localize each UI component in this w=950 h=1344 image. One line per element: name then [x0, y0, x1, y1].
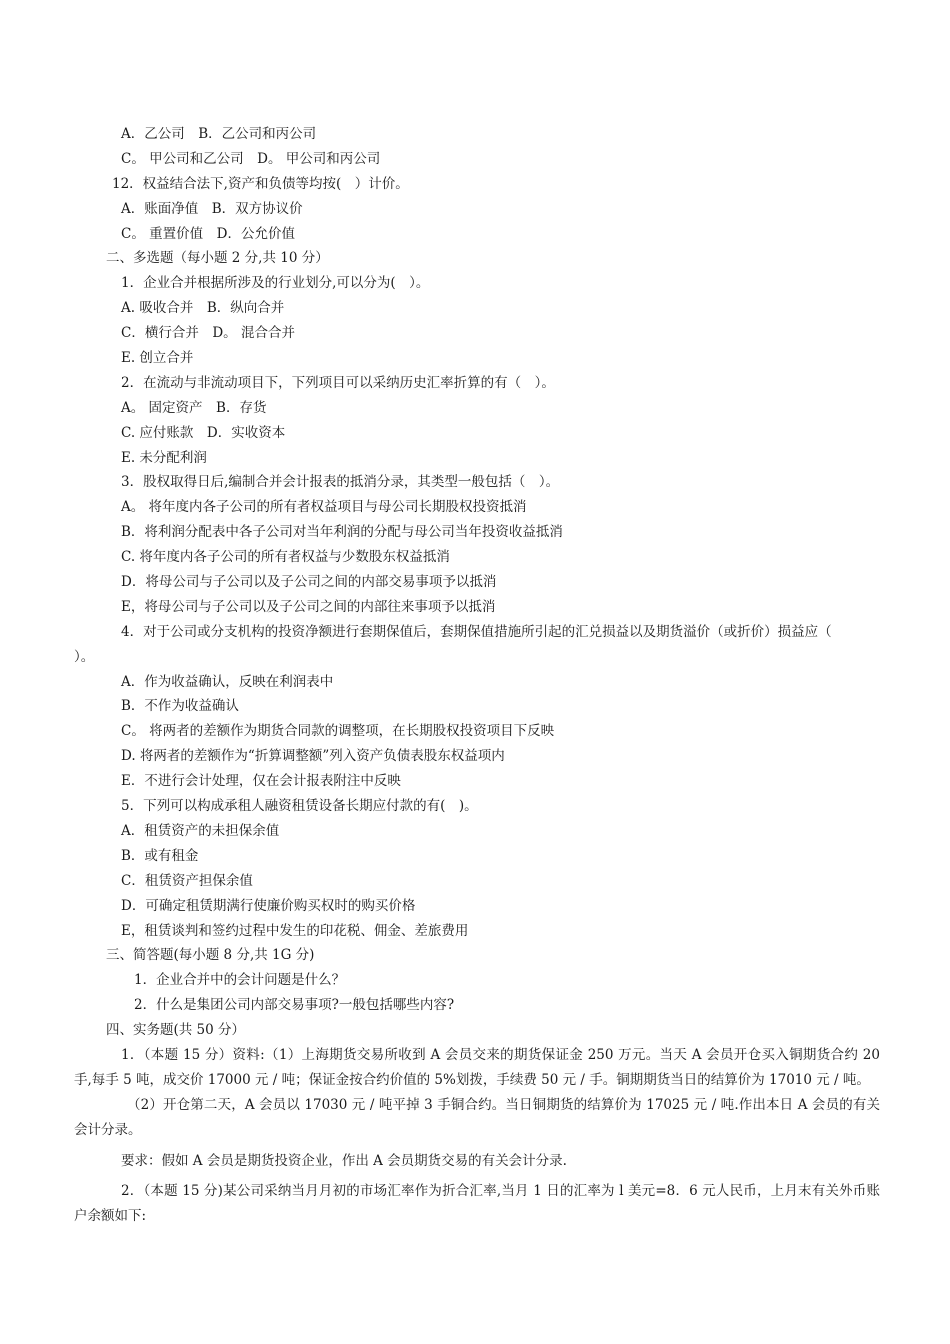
option-line: C。 重置价值 D．公允价值: [121, 225, 295, 242]
practice-question-1-paragraph: 1．（本题 15 分）资料:（1）上海期货交易所收到 A 会员交来的期货保证金 250 万元。当天 A 会员开仓买入铜期货合约 20 手,每手 5 吨，成交价 17000 元 / 吨；保证金按合约价值的 5%划拨，手续费 50 元 / 手。铜期期货当日的结算价为 17010 元 / 吨。: [74, 1046, 880, 1088]
option-line: B．将利润分配表中各子公司对当年利润的分配与母公司当年投资收益抵消: [121, 524, 563, 541]
question-1: 1．企业合并根据所涉及的行业划分,可以分为( ）。: [121, 275, 430, 292]
question-3: 3．股权取得日后,编制合并会计报表的抵消分录，其类型一般包括（ ）。: [121, 474, 560, 491]
option-line: E. 未分配利润: [121, 449, 207, 466]
option-line: A．作为收益确认，反映在利润表中: [121, 673, 334, 690]
option-line: B．或有租金: [121, 847, 199, 864]
option-line: C。 甲公司和乙公司 D。 甲公司和丙公司: [121, 150, 381, 167]
option-line: D．可确定租赁期满行使廉价购买权时的购买价格: [121, 897, 416, 914]
option-line: C．横行合并 D。 混合合并: [121, 325, 295, 342]
option-line: B．不作为收益确认: [121, 698, 239, 715]
question-12: 12．权益结合法下,资产和负债等均按( ）计价。: [112, 175, 409, 192]
option-line: A. 吸收合并 B．纵向合并: [121, 300, 285, 317]
document-body: [0, 122, 950, 1229]
option-line: D. 将两者的差额作为“折算调整额”列入资产负债表股东权益项内: [121, 748, 505, 765]
option-line: C. 应付账款 D．实收资本: [121, 424, 286, 441]
section-heading-multiple-choice: 二、多选题（每小题 2 分,共 10 分）: [106, 250, 329, 267]
option-line: A．账面净值 B．双方协议价: [121, 200, 303, 217]
question-5: 5．下列可以构成承租人融资租赁设备长期应付款的有( )。: [121, 798, 478, 815]
option-line: A。 固定资产 B．存货: [121, 399, 267, 416]
section-heading-practice: 四、实务题(共 50 分）: [106, 1022, 246, 1039]
option-line: C．租赁资产担保余值: [121, 872, 253, 889]
option-line: A。 将年度内各子公司的所有者权益项目与母公司长期股权投资抵消: [121, 499, 527, 516]
practice-question-1-requirement: 要求：假如 A 会员是期货投资企业，作出 A 会员期货交易的有关会计分录.: [121, 1152, 567, 1169]
question-2: 2．在流动与非流动项目下，下列项目可以采纳历史汇率折算的有（ ）。: [121, 374, 555, 391]
option-line: E，将母公司与子公司以及子公司之间的内部往来事项予以抵消: [121, 598, 496, 615]
option-line: C。 将两者的差额作为期货合同款的调整项，在长期股权投资项目下反映: [121, 723, 555, 740]
option-line: E，租赁谈判和签约过程中发生的印花税、佣金、差旅费用: [121, 922, 469, 939]
short-answer-question-1: 1．企业合并中的会计问题是什么？: [134, 972, 346, 989]
practice-question-2-paragraph: 2．（本题 15 分)某公司采纳当月月初的市场汇率作为折合汇率,当月 1 日的汇率为 l 美元=8．6 元人民币，上月末有关外币账户余额如下:: [74, 1183, 880, 1225]
option-line: C. 将年度内各子公司的所有者权益与少数股东权益抵消: [121, 549, 450, 566]
option-line: D．将母公司与子公司以及子公司之间的内部交易事项予以抵消: [121, 574, 497, 591]
short-answer-question-2: 2．什么是集团公司内部交易事项?一般包括哪些内容?: [134, 997, 455, 1014]
option-line: E．不进行会计处理，仅在会计报表附注中反映: [121, 773, 401, 790]
option-line: A．租赁资产的未担保余值: [121, 822, 280, 839]
practice-question-1-part-2: （2）开仓第二天，A 会员以 17030 元 / 吨平掉 3 手铜合约。当日铜期货的结算价为 17025 元 / 吨.作出本日 A 会员的有关会计分录。: [74, 1096, 880, 1138]
question-4-continued: ）。: [74, 648, 95, 665]
option-line: E. 创立合并: [121, 350, 194, 367]
question-4: 4．对于公司或分支机构的投资净额进行套期保值后，套期保值措施所引起的汇兑损益以及期货溢价（或折价）损益应（: [121, 623, 832, 640]
section-heading-short-answer: 三、简答题(每小题 8 分,共 1G 分): [106, 947, 315, 964]
option-line: A．乙公司 B．乙公司和丙公司: [121, 126, 317, 142]
